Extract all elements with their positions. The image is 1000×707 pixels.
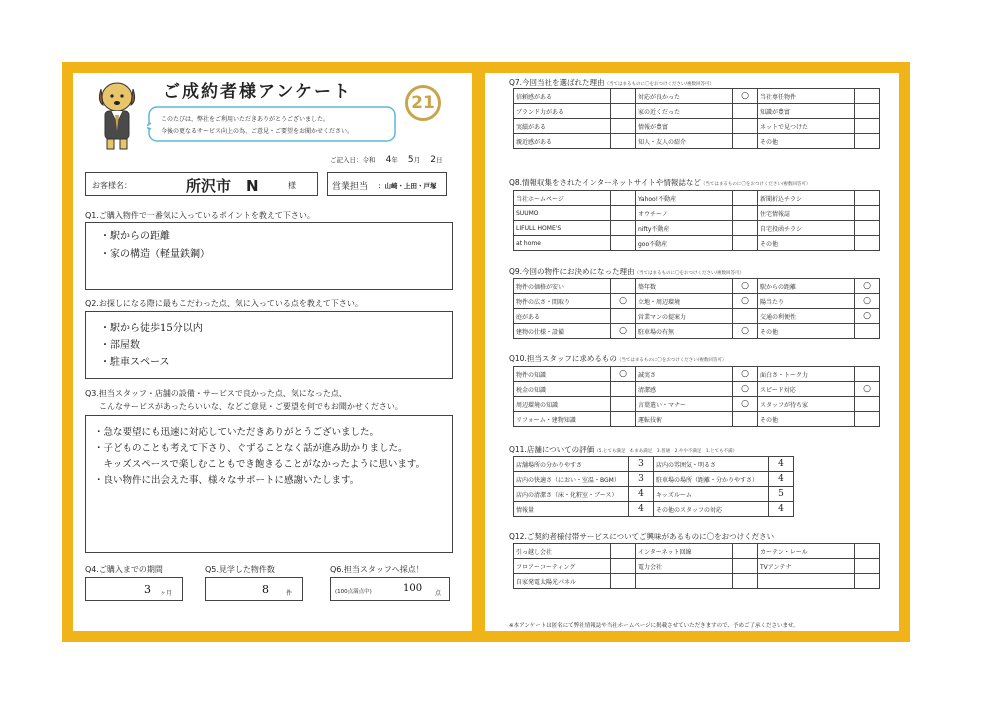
date-month: 5 [407, 155, 414, 165]
q8-row [514, 221, 880, 236]
q11-item-label: その他のスタッフの対応 [654, 502, 769, 517]
staff-box [327, 172, 447, 196]
q7-option-label: その他 [758, 134, 855, 149]
q10-option-checkbox[interactable] [855, 367, 880, 382]
q7-title-text: Q7.今回当社を選ばれた理由 [509, 78, 605, 87]
q9-title [509, 266, 744, 277]
q4-value: 3 [144, 583, 151, 596]
q10-table [513, 366, 880, 427]
q11-row [514, 457, 794, 472]
q7-option-checkbox[interactable] [611, 119, 636, 134]
q5-answer-box [205, 577, 303, 601]
q8-option-label: SUUMO [514, 206, 611, 221]
q9-row [514, 324, 880, 339]
q9-option-checkbox[interactable] [611, 279, 636, 294]
q8-option-label: nifty不動産 [636, 221, 733, 236]
q11-item-label: 情報量 [514, 502, 629, 517]
q11-score[interactable]: 4 [629, 502, 654, 517]
q8-option-label: Yahoo!不動産 [636, 191, 733, 206]
q12-option-checkbox[interactable] [733, 544, 758, 559]
q12-title: Q12.ご契約者様付帯サービスについてご興味があるものに〇をおつけください [509, 532, 775, 541]
q9-row [514, 309, 880, 324]
q10-option-label: 税金の知識 [514, 382, 611, 397]
q10-option-label: 言葉遣い・マナー [636, 397, 733, 412]
q9-option-label: 駐車場の有無 [636, 324, 733, 339]
q8-note: （当てはまるものに〇をおつけください/複数回答可） [700, 182, 811, 187]
q10-option-label: リフォーム・建物知識 [514, 412, 611, 427]
q7-note: （当てはまるものに〇をおつけください/複数回答可） [604, 82, 715, 87]
q10-option-checkbox[interactable]: ○ [733, 382, 758, 397]
q11-item-label: キッズルーム [654, 487, 769, 502]
q12-row [514, 574, 880, 589]
q7-option-label: 知人・友人の紹介 [636, 134, 733, 149]
center-divider [472, 62, 485, 642]
q11-row [514, 487, 794, 502]
q8-option-checkbox[interactable] [611, 191, 636, 206]
q8-option-label: 自宅投函チラシ [758, 221, 855, 236]
century21-logo-icon: 21 [405, 85, 441, 121]
q11-score[interactable]: 3 [629, 457, 654, 472]
q12-option-label [758, 574, 855, 589]
q8-option-checkbox[interactable] [733, 221, 758, 236]
q9-title-text: Q9.今回の物件にお決めになった理由 [509, 267, 635, 276]
q2-answer-3: ・駐車スペース [100, 357, 170, 368]
q7-table [513, 88, 880, 149]
date-era: 令和 [362, 156, 376, 164]
intro-line-1: このたびは、弊社をご利用いただきありがとうございました。 [161, 116, 330, 123]
q11-score[interactable]: 4 [769, 502, 794, 517]
intro-line-2: 今後の更なるサービス向上の為、ご意見・ご要望をお聞かせください。 [161, 128, 354, 135]
q8-option-checkbox[interactable] [855, 236, 880, 251]
survey-title: ご成約者様アンケート [163, 82, 352, 102]
q12-row [514, 559, 880, 574]
q7-option-checkbox[interactable] [855, 119, 880, 134]
q8-option-label: オウチーノ [636, 206, 733, 221]
q4-label: Q4.ご購入までの期間 [85, 565, 163, 574]
q7-row [514, 119, 880, 134]
q8-option-label: goo不動産 [636, 236, 733, 251]
q11-item-label: 店内の清潔さ（床・化粧室・ブース） [514, 487, 629, 502]
q9-row [514, 279, 880, 294]
q11-item-label: 駐車場の場所（距離・分かりやすさ） [654, 472, 769, 487]
q11-table [513, 456, 794, 517]
q7-option-checkbox[interactable] [611, 134, 636, 149]
q6-label: Q6.担当スタッフへ採点！ [330, 565, 424, 574]
q11-score[interactable]: 3 [629, 472, 654, 487]
q7-option-label: 実績がある [514, 119, 611, 134]
intro-bubble [147, 105, 399, 145]
q3-answer-2: ・子どものことも考えて下さり、ぐずることなく話が進み助かりました。 [94, 443, 408, 454]
q12-option-checkbox[interactable] [855, 559, 880, 574]
q8-option-checkbox[interactable] [733, 236, 758, 251]
q4-unit: ヶ月 [160, 590, 173, 597]
q11-row [514, 502, 794, 517]
q12-option-checkbox[interactable] [733, 574, 758, 589]
q9-option-checkbox[interactable] [611, 309, 636, 324]
customer-suffix: 様 [288, 181, 296, 190]
q10-row [514, 382, 880, 397]
q11-item-label: 店舗場所の分かりやすさ [514, 457, 629, 472]
q12-option-checkbox[interactable] [611, 559, 636, 574]
q8-title [509, 177, 810, 188]
q12-option-label: TVアンテナ [758, 559, 855, 574]
q11-row [514, 472, 794, 487]
customer-name-label: お客様名： [92, 181, 132, 190]
q12-option-label: フロアーコーティング [514, 559, 611, 574]
q8-option-label: LIFULL HOME'S [514, 221, 611, 236]
q11-item-label: 店内の快適さ（におい・室温・BGM） [514, 472, 629, 487]
q10-option-label: 運転技術 [636, 412, 733, 427]
q7-option-label: 知識が豊富 [758, 104, 855, 119]
q7-option-checkbox[interactable] [733, 119, 758, 134]
q11-title-text: Q11.店舗についての評価 [509, 445, 595, 454]
q1-answer-2: ・家の構造（軽量鉄鋼） [100, 249, 210, 260]
q11-score[interactable]: 4 [769, 457, 794, 472]
q12-option-label: 電力会社 [636, 559, 733, 574]
q10-option-checkbox[interactable] [611, 382, 636, 397]
q6-unit: 点 [435, 590, 442, 597]
q12-option-checkbox[interactable] [611, 574, 636, 589]
q10-option-label: 面白さ・トーク力 [758, 367, 855, 382]
q2-answer-1: ・駅から徒歩15分以内 [100, 323, 203, 334]
q8-row [514, 191, 880, 206]
q11-note: （5.とても満足 4.まあ満足 3.普通 2.やや不満足 1.とても不満） [594, 449, 738, 454]
q8-option-checkbox[interactable] [855, 206, 880, 221]
q7-option-label: 情報が豊富 [636, 119, 733, 134]
right-panel [509, 75, 884, 630]
q10-row [514, 412, 880, 427]
q8-option-checkbox[interactable] [733, 191, 758, 206]
date-day: 2 [430, 155, 436, 165]
q2-answer-2: ・部屋数 [100, 340, 140, 351]
q9-table [513, 278, 880, 339]
q7-row [514, 104, 880, 119]
q10-row [514, 397, 880, 412]
q7-option-label: ブランド力がある [514, 104, 611, 119]
q10-option-label: スピード対応 [758, 382, 855, 397]
q6-prefix: (100点満点中) [335, 589, 372, 595]
q7-option-checkbox[interactable] [611, 89, 636, 104]
q9-option-checkbox[interactable]: ○ [733, 324, 758, 339]
q2-answer-box [85, 311, 453, 379]
q10-option-label: 周辺環境の知識 [514, 397, 611, 412]
q7-option-checkbox[interactable] [733, 104, 758, 119]
q8-option-label: その他 [758, 236, 855, 251]
q10-option-checkbox[interactable]: ○ [733, 367, 758, 382]
q3-answer-box [85, 415, 453, 553]
q8-option-checkbox[interactable] [855, 221, 880, 236]
q8-option-checkbox[interactable] [611, 206, 636, 221]
q12-option-label: 引っ越し会社 [514, 544, 611, 559]
q8-option-label: at home [514, 236, 611, 251]
q12-option-checkbox[interactable] [855, 544, 880, 559]
q7-option-label: 当社専任物件 [758, 89, 855, 104]
q9-option-checkbox[interactable]: ○ [733, 294, 758, 309]
q10-option-label: その他 [758, 412, 855, 427]
q7-row [514, 89, 880, 104]
q12-option-label: インターネット回線 [636, 544, 733, 559]
customer-name-box [85, 172, 318, 196]
q10-option-checkbox[interactable] [611, 412, 636, 427]
q10-row [514, 367, 880, 382]
q11-title [509, 444, 737, 455]
q7-option-checkbox[interactable]: ○ [733, 89, 758, 104]
q8-option-label: 住宅情報誌 [758, 206, 855, 221]
q10-option-checkbox[interactable] [611, 397, 636, 412]
q3-label-1: Q3.担当スタッフ・店舗の設備・サービスで良かった点、気になった点、 [85, 389, 347, 398]
q9-option-label: その他 [758, 324, 855, 339]
q8-option-checkbox[interactable] [855, 191, 880, 206]
q9-option-label: 営業マンの提案力 [636, 309, 733, 324]
q9-option-label: 建物の仕様・設備 [514, 324, 611, 339]
q7-option-label: 信頼感がある [514, 89, 611, 104]
q12-option-checkbox[interactable] [611, 544, 636, 559]
q8-option-checkbox[interactable] [733, 206, 758, 221]
q11-score[interactable]: 5 [769, 487, 794, 502]
q10-option-label: 清潔感 [636, 382, 733, 397]
q1-answer-box [85, 222, 453, 290]
q7-option-checkbox[interactable] [855, 134, 880, 149]
q9-option-label: 交通の利便性 [758, 309, 855, 324]
q8-row [514, 206, 880, 221]
q10-option-checkbox[interactable]: ○ [855, 382, 880, 397]
date-label: ご記入日： [330, 156, 363, 164]
date-month-unit: 月 [413, 156, 421, 164]
staff-label: 営業担当 [332, 182, 369, 192]
q11-score[interactable]: 4 [629, 487, 654, 502]
q12-row [514, 544, 880, 559]
q8-option-checkbox[interactable] [611, 221, 636, 236]
q9-option-checkbox[interactable]: ○ [733, 279, 758, 294]
q5-value: 8 [262, 583, 269, 596]
q9-option-label: 物件の広さ・間取り [514, 294, 611, 309]
q10-option-checkbox[interactable]: ○ [611, 367, 636, 382]
q5-label: Q5.見学した物件数 [205, 565, 275, 574]
customer-name: 所沢市 N [186, 177, 259, 195]
q4-answer-box [85, 577, 183, 601]
q7-option-label: 親近感がある [514, 134, 611, 149]
q7-option-label: 家の近くだった [636, 104, 733, 119]
q8-option-label: 当社ホームページ [514, 191, 611, 206]
q12-table [513, 543, 880, 589]
q2-label: Q2.お探しになる際に最もこだわった点、気に入っている点を教えて下さい。 [85, 299, 363, 308]
staff-names: ：山崎・上田・戸塚 [378, 182, 437, 190]
q3-answer-3: キッズスペースで楽しむこともでき飽きることがなかったように思います。 [94, 459, 426, 470]
q5-unit: 件 [286, 590, 293, 597]
q9-option-checkbox[interactable] [855, 324, 880, 339]
q10-title [509, 353, 726, 364]
q8-option-label: 新聞折込チラシ [758, 191, 855, 206]
q9-option-label: 庭がある [514, 309, 611, 324]
date-year-unit: 年 [391, 156, 398, 164]
q9-row [514, 294, 880, 309]
q10-title-text: Q10.担当スタッフに求めるもの [509, 354, 617, 363]
q8-option-checkbox[interactable] [611, 236, 636, 251]
q7-option-label: ネットで見つけた [758, 119, 855, 134]
q12-option-checkbox[interactable] [733, 559, 758, 574]
q12-option-label: カーテン・レール [758, 544, 855, 559]
q12-option-checkbox[interactable] [855, 574, 880, 589]
q11-score[interactable]: 4 [769, 472, 794, 487]
q12-option-label: 自家発電太陽光パネル [514, 574, 611, 589]
q10-option-label: スタッフが待ち家 [758, 397, 855, 412]
q7-row [514, 134, 880, 149]
date-day-unit: 日 [435, 156, 443, 164]
dog-mascot-icon [93, 75, 141, 153]
q8-row [514, 236, 880, 251]
q7-option-label: 対応が良かった [636, 89, 733, 104]
q9-note: （当てはまるものに〇をおつけください/複数回答可） [634, 271, 745, 276]
q10-option-checkbox[interactable] [855, 397, 880, 412]
q9-option-checkbox[interactable]: ○ [611, 324, 636, 339]
q9-option-checkbox[interactable] [733, 309, 758, 324]
q9-option-label: 物件の価格が安い [514, 279, 611, 294]
q3-answer-1: ・急な要望にも迅速に対応していただきありがとうございました。 [94, 427, 380, 438]
q11-item-label: 店内の雰囲気・明るさ [654, 457, 769, 472]
q10-option-label: 物件の知識 [514, 367, 611, 382]
q9-option-checkbox[interactable]: ○ [855, 279, 880, 294]
q9-option-label: 陽当たり [758, 294, 855, 309]
q7-option-checkbox[interactable] [855, 89, 880, 104]
q10-option-checkbox[interactable] [855, 412, 880, 427]
q12-option-label [636, 574, 733, 589]
q9-option-label: 駅からの距離 [758, 279, 855, 294]
q3-label-2: こんなサービスがあったらいいな、などご意見・ご要望を何でもお聞かせください。 [99, 402, 403, 411]
q7-option-checkbox[interactable] [611, 104, 636, 119]
q10-option-label: 誠実さ [636, 367, 733, 382]
q6-answer-box [330, 577, 450, 601]
q10-option-checkbox[interactable] [733, 412, 758, 427]
footer-note: ※本アンケートは匿名にて弊社情報誌や当社ホームページに掲載させていただきますので、予めご了承くださいませ。 [509, 623, 799, 629]
q10-note: （当てはまるものに〇をおつけください/複数回答可） [616, 358, 727, 363]
q8-table [513, 190, 880, 251]
q1-label: Q1.ご購入物件で一番気に入っているポイントを教えて下さい。 [85, 211, 315, 220]
left-panel [85, 75, 460, 630]
q9-option-checkbox[interactable]: ○ [855, 294, 880, 309]
q9-option-label: 立地・周辺環境 [636, 294, 733, 309]
q7-title [509, 77, 714, 88]
q9-option-checkbox[interactable]: ○ [855, 309, 880, 324]
q8-title-text: Q8.情報収集をされたインターネットサイトや情報誌など [509, 178, 701, 187]
q9-option-label: 築年数 [636, 279, 733, 294]
date-year: 4 [385, 155, 392, 165]
q7-option-checkbox[interactable] [733, 134, 758, 149]
q1-answer-1: ・駅からの距離 [100, 231, 170, 242]
fill-date [330, 155, 442, 165]
q9-option-checkbox[interactable]: ○ [611, 294, 636, 309]
q3-answer-4: ・良い物件に出会えた事、様々なサポートに感謝いたします。 [94, 475, 360, 486]
q6-value: 100 [403, 583, 423, 594]
q7-option-checkbox[interactable] [855, 104, 880, 119]
q10-option-checkbox[interactable]: ○ [733, 397, 758, 412]
